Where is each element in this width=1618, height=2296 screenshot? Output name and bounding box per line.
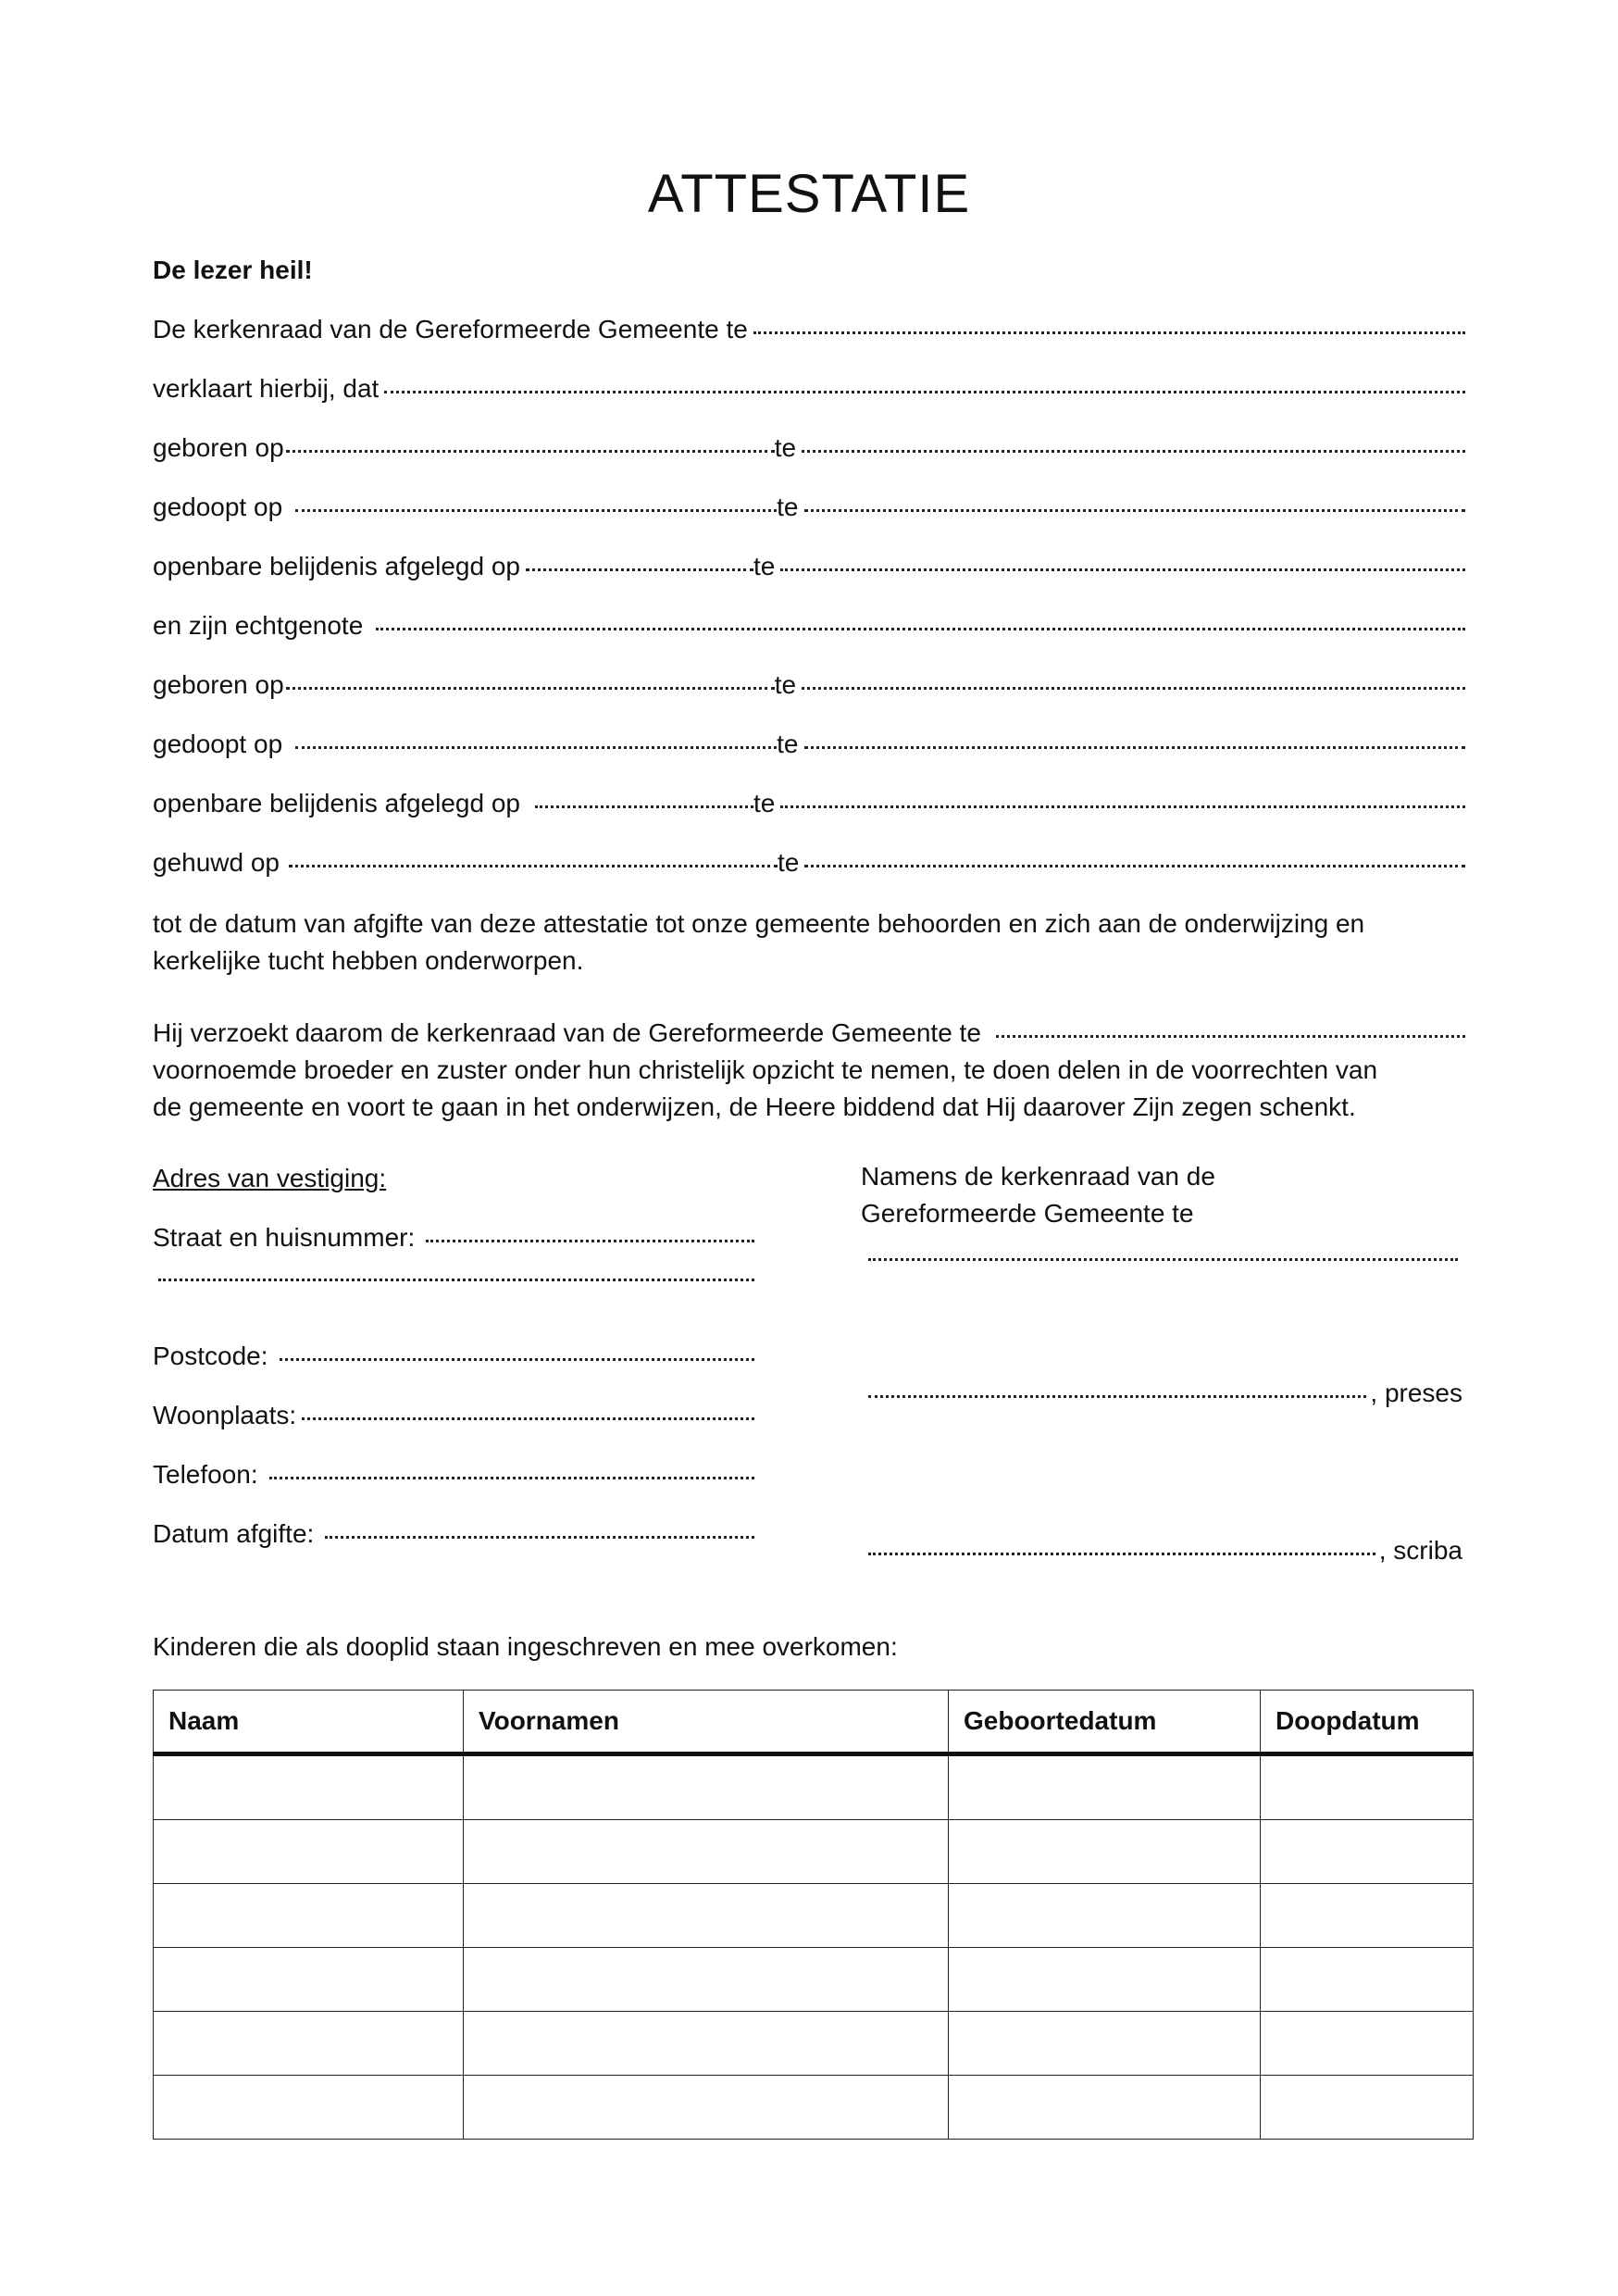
line-label: De kerkenraad van de Gereformeerde Gemeente te: [153, 315, 748, 343]
fill-in-field[interactable]: [376, 628, 1465, 630]
signature-line: Namens de kerkenraad van de: [861, 1162, 1215, 1191]
line-kerkenraad: [153, 315, 1471, 344]
table-row: [154, 2012, 1474, 2076]
paragraph-membership: [153, 905, 1364, 980]
table-cell[interactable]: [464, 1948, 949, 2012]
table-cell[interactable]: [1261, 1884, 1474, 1948]
line-belijdenis-1: [153, 552, 1471, 581]
line-belijdenis-2: [153, 789, 1471, 818]
paragraph-line: tot de datum van afgifte van deze attestatie tot onze gemeente behoorden en zich aan de onderwijzing en: [153, 909, 1365, 938]
place-field[interactable]: [780, 568, 1465, 571]
street-field-2[interactable]: [158, 1279, 754, 1281]
date-field[interactable]: [289, 865, 778, 867]
signature-scriba-line: [861, 1536, 1462, 1566]
line-gedoopt-1: [153, 493, 1471, 522]
column-header-doopdatum: Doopdatum: [1261, 1691, 1474, 1754]
table-cell[interactable]: [949, 1948, 1261, 2012]
line-geboren-1: [153, 433, 1471, 463]
address-street-line-2: [153, 1282, 754, 1285]
preses-label: , preses: [1370, 1379, 1462, 1407]
page-title: ATTESTATIE: [647, 164, 971, 224]
fill-in-field[interactable]: [753, 331, 1465, 334]
date-field[interactable]: [295, 509, 777, 512]
paragraph-request: [153, 1015, 1471, 1126]
table-cell[interactable]: [1261, 1754, 1474, 1820]
fill-in-field[interactable]: [996, 1035, 1465, 1038]
date-field[interactable]: [526, 568, 753, 571]
address-label: Woonplaats:: [153, 1401, 297, 1429]
address-street-line: [153, 1223, 754, 1253]
table-cell[interactable]: [1261, 1948, 1474, 2012]
te-label: te: [777, 493, 799, 521]
children-table: [153, 1690, 1474, 2140]
place-field[interactable]: [802, 450, 1465, 453]
address-heading: Adres van vestiging:: [153, 1164, 387, 1192]
table-row: [154, 1754, 1474, 1820]
table-cell[interactable]: [154, 1754, 464, 1820]
column-header-naam: Naam: [154, 1691, 464, 1754]
address-label: Postcode:: [153, 1341, 268, 1370]
line-label: verklaart hierbij, dat: [153, 374, 380, 403]
table-cell[interactable]: [1261, 2012, 1474, 2076]
column-header-voornamen: Voornamen: [464, 1691, 949, 1754]
preses-signature-field[interactable]: [868, 1395, 1366, 1398]
table-cell[interactable]: [949, 1754, 1261, 1820]
datum-field[interactable]: [325, 1536, 754, 1539]
column-header-geboortedatum: Geboortedatum: [949, 1691, 1261, 1754]
paragraph-line: voornoemde broeder en zuster onder hun christelijk opzicht te nemen, te doen delen in de voorrechten van: [153, 1055, 1378, 1084]
line-label: en zijn echtgenote: [153, 611, 364, 640]
te-label: te: [753, 789, 776, 817]
line-label: geboren op: [153, 433, 284, 462]
line-label: geboren op: [153, 670, 284, 699]
line-verklaart: [153, 374, 1471, 404]
te-label: te: [778, 848, 800, 877]
date-field[interactable]: [286, 687, 775, 690]
table-cell[interactable]: [464, 1820, 949, 1884]
scriba-signature-field[interactable]: [868, 1553, 1375, 1555]
date-field[interactable]: [286, 450, 775, 453]
te-label: te: [777, 730, 799, 758]
address-postcode-line: [153, 1341, 754, 1371]
place-field[interactable]: [780, 805, 1465, 808]
signature-line: Gereformeerde Gemeente te: [861, 1199, 1194, 1228]
table-row: [154, 1820, 1474, 1884]
scriba-label: , scriba: [1378, 1536, 1462, 1565]
address-woonplaats-line: [153, 1401, 754, 1430]
te-label: te: [774, 670, 797, 699]
table-row: [154, 1948, 1474, 2012]
date-field[interactable]: [295, 746, 777, 749]
signature-place-line: [861, 1262, 1458, 1265]
table-cell[interactable]: [949, 2012, 1261, 2076]
paragraph-line: kerkelijke tucht hebben onderworpen.: [153, 946, 584, 975]
table-cell[interactable]: [154, 2012, 464, 2076]
table-cell[interactable]: [464, 1754, 949, 1820]
table-header-row: [154, 1691, 1474, 1754]
te-label: te: [753, 552, 776, 580]
line-label: gedoopt op: [153, 730, 283, 758]
paragraph-line: de gemeente en voort te gaan in het onderwijzen, de Heere biddend dat Hij daarover Zijn zegen schenkt.: [153, 1092, 1356, 1121]
greeting: De lezer heil!: [153, 256, 313, 284]
signature-preses-line: [861, 1379, 1462, 1408]
line-label: openbare belijdenis afgelegd op: [153, 789, 520, 817]
line-label: gehuwd op: [153, 848, 280, 877]
children-intro: Kinderen die als dooplid staan ingeschreven en mee overkomen:: [153, 1632, 898, 1661]
table-cell[interactable]: [1261, 2076, 1474, 2140]
table-cell[interactable]: [949, 1884, 1261, 1948]
place-field[interactable]: [804, 746, 1466, 749]
paragraph-line: Hij verzoekt daarom de kerkenraad van de Gereformeerde Gemeente te: [153, 1018, 981, 1047]
fill-in-field[interactable]: [384, 391, 1465, 393]
address-label: Datum afgifte:: [153, 1519, 315, 1548]
place-field[interactable]: [804, 509, 1466, 512]
line-geboren-2: [153, 670, 1471, 700]
paragraph-line-with-field: [153, 1015, 1471, 1052]
table-cell[interactable]: [1261, 1820, 1474, 1884]
date-field[interactable]: [535, 805, 753, 808]
telefoon-field[interactable]: [269, 1477, 754, 1479]
address-datum-line: [153, 1519, 754, 1549]
postcode-field[interactable]: [280, 1358, 754, 1361]
table-cell[interactable]: [949, 1820, 1261, 1884]
line-gehuwd: [153, 848, 1471, 878]
line-gedoopt-2: [153, 730, 1471, 759]
table-cell[interactable]: [949, 2076, 1261, 2140]
table-cell[interactable]: [154, 2076, 464, 2140]
table-cell[interactable]: [464, 2012, 949, 2076]
line-label: gedoopt op: [153, 493, 283, 521]
te-label: te: [774, 433, 797, 462]
woonplaats-field[interactable]: [302, 1417, 754, 1420]
table-cell[interactable]: [464, 2076, 949, 2140]
place-field[interactable]: [802, 687, 1465, 690]
address-label: Straat en huisnummer:: [153, 1223, 416, 1252]
table-cell[interactable]: [464, 1884, 949, 1948]
address-label: Telefoon:: [153, 1460, 258, 1489]
table-row: [154, 2076, 1474, 2140]
line-echtgenote: [153, 611, 1471, 641]
table-cell[interactable]: [154, 1820, 464, 1884]
signature-header: [861, 1158, 1215, 1232]
signature-place-field[interactable]: [868, 1258, 1458, 1261]
place-field[interactable]: [804, 865, 1465, 867]
street-field[interactable]: [426, 1240, 754, 1242]
table-row: [154, 1884, 1474, 1948]
table-cell[interactable]: [154, 1884, 464, 1948]
table-cell[interactable]: [154, 1948, 464, 2012]
address-telefoon-line: [153, 1460, 754, 1490]
line-label: openbare belijdenis afgelegd op: [153, 552, 520, 580]
